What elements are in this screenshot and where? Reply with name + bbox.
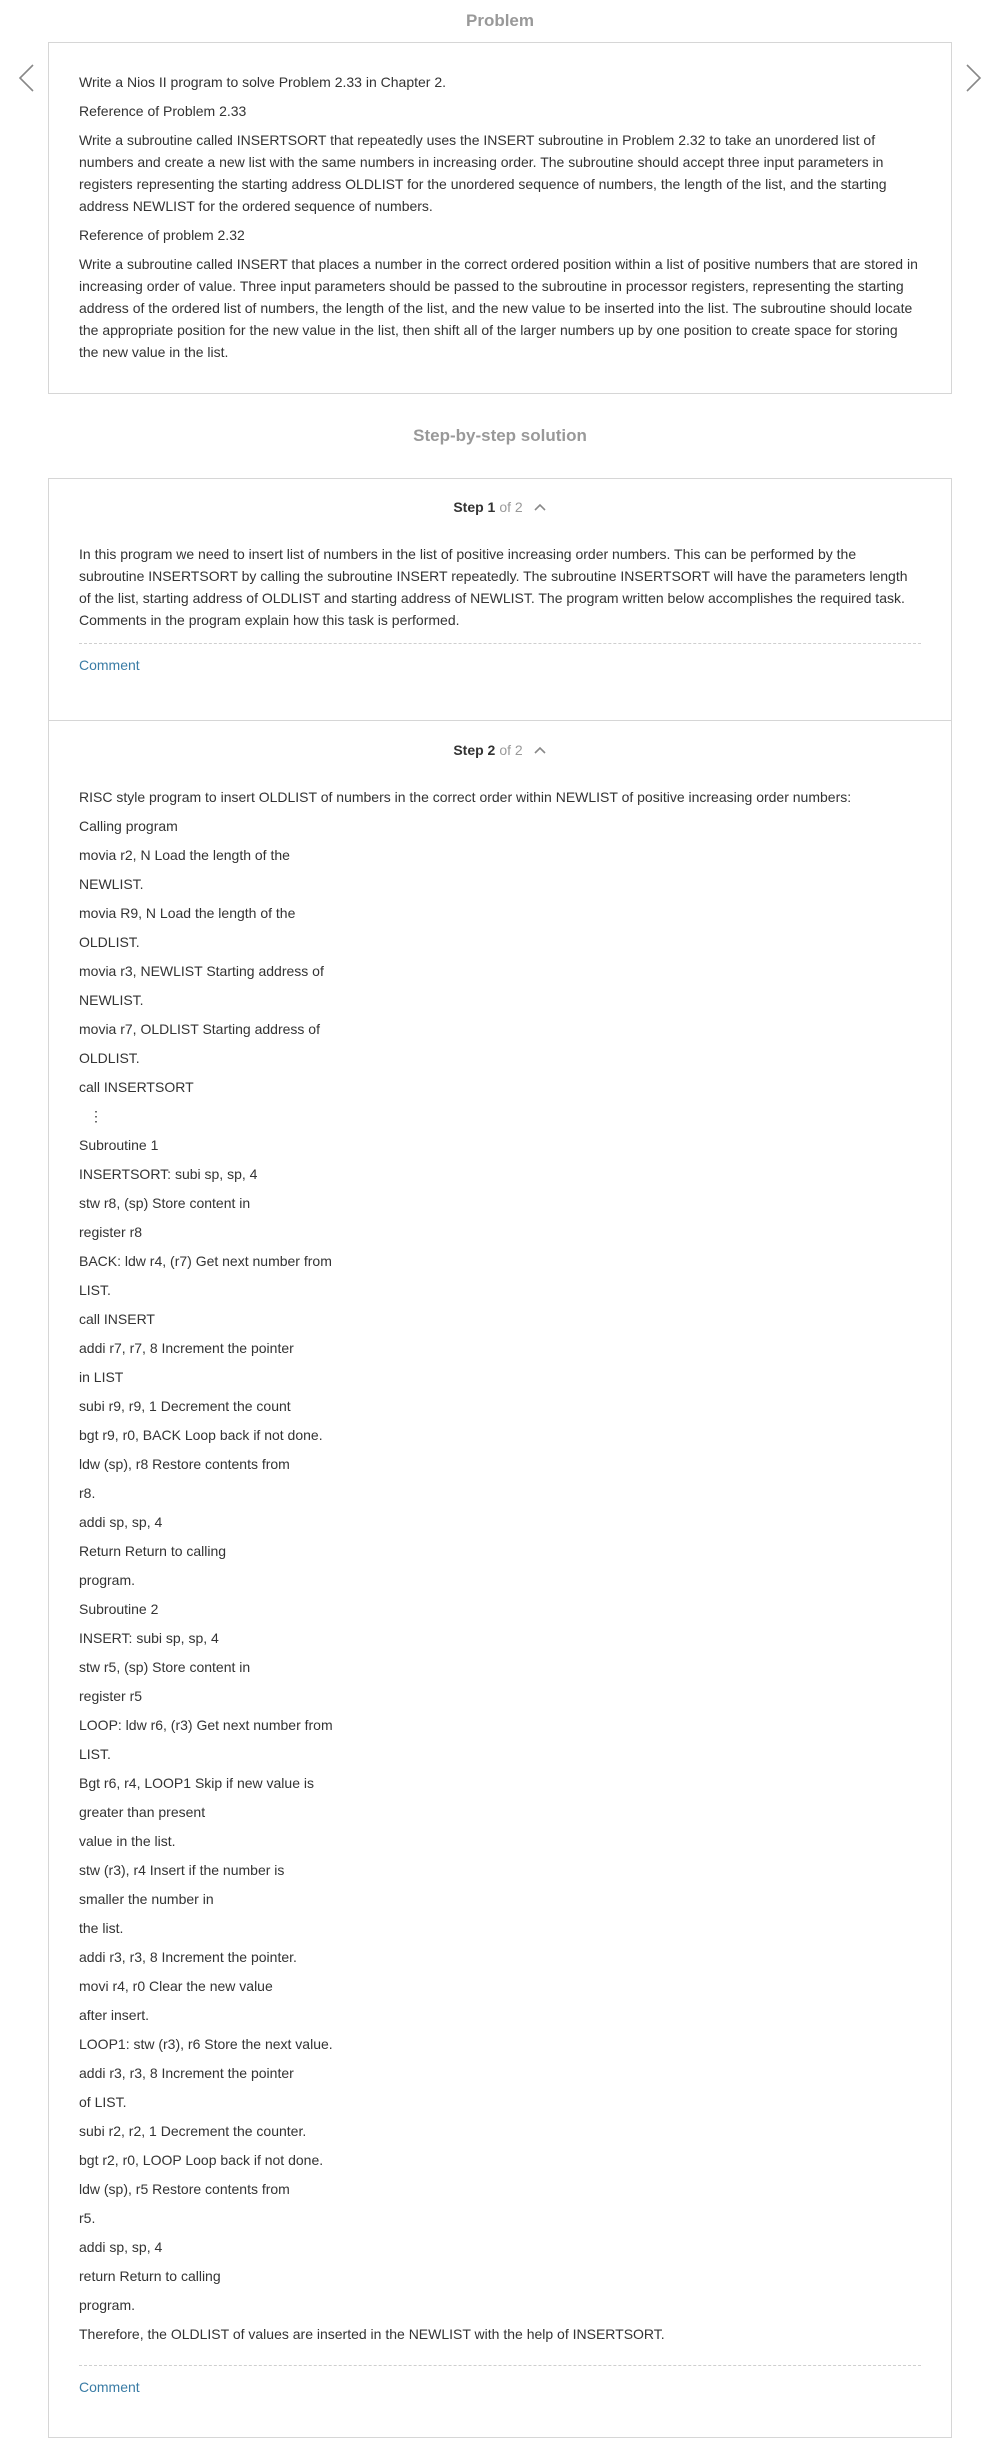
comment-link[interactable]: Comment xyxy=(79,2379,140,2395)
chevron-right-icon[interactable] xyxy=(962,62,986,94)
code-line: movia R9, N Load the length of the xyxy=(79,905,296,921)
code-line: stw (r3), r4 Insert if the number is xyxy=(79,1862,285,1878)
code-line: smaller the number in xyxy=(79,1891,214,1907)
vertical-ellipsis-icon: ⋮ xyxy=(89,1108,103,1124)
code-line: LOOP1: stw (r3), r6 Store the next value. xyxy=(79,2036,333,2052)
problem-card xyxy=(48,42,952,394)
code-line: register r8 xyxy=(79,1224,143,1240)
code-line: ldw (sp), r5 Restore contents from xyxy=(79,2181,290,2197)
problem-paragraph: Write a subroutine called INSERT that places a number in the correct ordered position within a list of positive numbers that are stored in increasing order of value. Three input parameters should be passed to the subroutine in processor registers, representing the starting address of the ordered list of numbers, the length of the list, and the new value to be inserted into the list. The subroutine should locate the appropriate position for the new value in the list, then shift all of the larger numbers up by one position to create space for storing the new value in the list. xyxy=(79,256,918,360)
problem-paragraph: Reference of Problem 2.33 xyxy=(79,103,247,119)
code-line: Subroutine 1 xyxy=(79,1137,159,1153)
code-line: movi r4, r0 Clear the new value xyxy=(79,1978,273,1994)
code-line: subi r2, r2, 1 Decrement the counter. xyxy=(79,2123,307,2139)
problem-paragraph: Reference of problem 2.32 xyxy=(79,227,245,243)
step-1-body: In this program we need to insert list of numbers in the list of positive increasing order numbers. This can be performed by the subroutine INSERTSORT by calling the subroutine INSERT repeatedly. The subroutine INSERTSORT will have the parameters length of the list, starting address of OLDLIST and starting address of NEWLIST. The program written below accomplishes the required task. Comments in the program explain how this task is performed. xyxy=(79,546,908,628)
code-line: INSERTSORT: subi sp, sp, 4 xyxy=(79,1166,258,1182)
chevron-up-icon[interactable] xyxy=(533,502,547,512)
code-line: Subroutine 2 xyxy=(79,1601,159,1617)
code-line: LOOP: ldw r6, (r3) Get next number from xyxy=(79,1717,333,1733)
code-line: Return Return to calling xyxy=(79,1543,227,1559)
code-line: OLDLIST. xyxy=(79,934,140,950)
chevron-up-icon[interactable] xyxy=(533,745,547,755)
code-line: after insert. xyxy=(79,2007,150,2023)
divider xyxy=(79,643,921,644)
code-line: Calling program xyxy=(79,818,178,834)
problem-paragraph: Write a subroutine called INSERTSORT that repeatedly uses the INSERT subroutine in Problem 2.32 to take an unordered list of numbers and create a new list with the same numbers in increasing order. The subroutine should accept three input parameters in registers representing the starting address OLDLIST for the unordered sequence of numbers, the length of the list, and the starting address NEWLIST for the ordered sequence of numbers. xyxy=(79,132,887,214)
code-line: BACK: ldw r4, (r7) Get next number from xyxy=(79,1253,332,1269)
solution-card xyxy=(48,478,952,2438)
code-line: INSERT: subi sp, sp, 4 xyxy=(79,1630,219,1646)
code-line: addi sp, sp, 4 xyxy=(79,1514,163,1530)
step-2-label: Step 2 xyxy=(453,742,496,758)
code-line: return Return to calling xyxy=(79,2268,221,2284)
comment-link[interactable]: Comment xyxy=(79,657,140,673)
code-line: movia r2, N Load the length of the xyxy=(79,847,290,863)
code-line: bgt r9, r0, BACK Loop back if not done. xyxy=(79,1427,323,1443)
code-line: program. xyxy=(79,1572,136,1588)
code-line: value in the list. xyxy=(79,1833,176,1849)
step-2-of-total: of 2 xyxy=(499,742,523,758)
code-line: movia r3, NEWLIST Starting address of xyxy=(79,963,324,979)
step-1 xyxy=(49,479,951,721)
code-line: program. xyxy=(79,2297,136,2313)
code-line: addi r7, r7, 8 Increment the pointer xyxy=(79,1340,294,1356)
code-line: bgt r2, r0, LOOP Loop back if not done. xyxy=(79,2152,324,2168)
code-line: the list. xyxy=(79,1920,124,1936)
code-line: ldw (sp), r8 Restore contents from xyxy=(79,1456,290,1472)
code-line: r5. xyxy=(79,2210,96,2226)
code-line: call INSERTSORT xyxy=(79,1079,194,1095)
step-1-label: Step 1 xyxy=(453,499,496,515)
code-line: Therefore, the OLDLIST of values are inserted in the NEWLIST with the help of INSERTSORT. xyxy=(79,2326,665,2342)
code-line: NEWLIST. xyxy=(79,876,144,892)
code-line: addi r3, r3, 8 Increment the pointer. xyxy=(79,1949,297,1965)
code-line: register r5 xyxy=(79,1688,143,1704)
problem-paragraph: Write a Nios II program to solve Problem 2.33 in Chapter 2. xyxy=(79,74,447,90)
code-line: NEWLIST. xyxy=(79,992,144,1008)
step-2 xyxy=(49,722,951,2437)
code-line: r8. xyxy=(79,1485,96,1501)
code-line: stw r5, (sp) Store content in xyxy=(79,1659,251,1675)
code-line: addi sp, sp, 4 xyxy=(79,2239,163,2255)
code-line: addi r3, r3, 8 Increment the pointer xyxy=(79,2065,294,2081)
code-line: Bgt r6, r4, LOOP1 Skip if new value is xyxy=(79,1775,314,1791)
code-line: greater than present xyxy=(79,1804,206,1820)
code-line: LIST. xyxy=(79,1746,111,1762)
code-line: in LIST xyxy=(79,1369,124,1385)
step-1-header[interactable] xyxy=(79,479,921,535)
code-line: movia r7, OLDLIST Starting address of xyxy=(79,1021,320,1037)
code-line: stw r8, (sp) Store content in xyxy=(79,1195,251,1211)
code-line: of LIST. xyxy=(79,2094,127,2110)
step-2-intro: RISC style program to insert OLDLIST of numbers in the correct order within NEWLIST of positive increasing order numbers: xyxy=(79,789,852,805)
step-1-of-total: of 2 xyxy=(499,499,523,515)
code-line: subi r9, r9, 1 Decrement the count xyxy=(79,1398,291,1414)
solution-title: Step-by-step solution xyxy=(413,426,587,445)
step-2-header[interactable] xyxy=(79,722,921,778)
problem-title: Problem xyxy=(465,11,535,30)
code-line: OLDLIST. xyxy=(79,1050,140,1066)
chevron-left-icon[interactable] xyxy=(14,62,38,94)
code-line: call INSERT xyxy=(79,1311,155,1327)
code-line: LIST. xyxy=(79,1282,111,1298)
divider xyxy=(79,2365,921,2366)
